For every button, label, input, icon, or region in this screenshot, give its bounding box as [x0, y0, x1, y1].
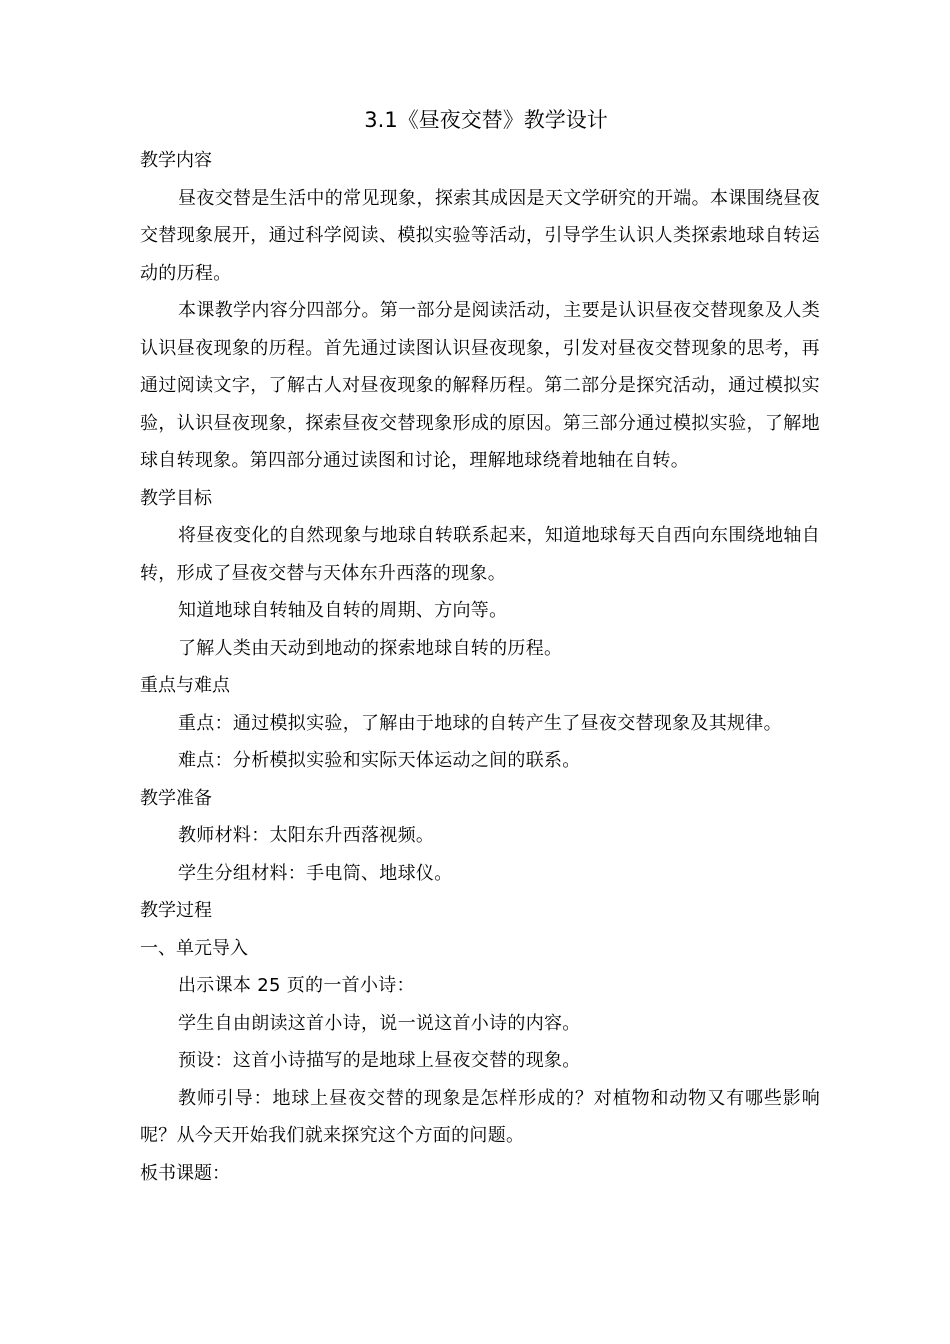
paragraph: 学生分组材料：手电筒、地球仪。: [178, 862, 453, 884]
section-heading-content: 教学内容: [140, 150, 212, 171]
paragraph: 学生自由朗读这首小诗，说一说这首小诗的内容。: [178, 1012, 581, 1034]
subsection-heading-intro: 一、单元导入: [140, 937, 248, 959]
paragraph: 将昼夜变化的自然现象与地球自转联系起来，知道地球每天自西向东围绕地轴自转，形成了昼夜交替与天体东升西落的现象。: [140, 525, 820, 584]
paragraph: 重点：通过模拟实验，了解由于地球的自转产生了昼夜交替现象及其规律。: [178, 712, 782, 734]
paragraph: 昼夜交替是生活中的常见现象，探索其成因是天文学研究的开端。本课围绕昼夜交替现象展开，通过科学阅读、模拟实验等活动，引导学生认识人类探索地球自转运动的历程。: [140, 187, 820, 284]
paragraph: 教师引导：地球上昼夜交替的现象是怎样形成的？对植物和动物又有哪些影响呢？从今天开始我们就来探究这个方面的问题。: [140, 1087, 820, 1146]
section-heading-process: 教学过程: [140, 900, 212, 921]
paragraph: 预设：这首小诗描写的是地球上昼夜交替的现象。: [178, 1050, 581, 1071]
board-title-label: 板书课题：: [140, 1162, 230, 1184]
document-title: 3.1《昼夜交替》教学设计: [364, 108, 608, 132]
paragraph: 教师材料：太阳东升西落视频。: [178, 825, 435, 846]
paragraph: 了解人类由天动到地动的探索地球自转的历程。: [178, 637, 563, 659]
section-heading-goals: 教学目标: [140, 487, 212, 509]
paragraph: 难点：分析模拟实验和实际天体运动之间的联系。: [178, 750, 581, 771]
section-heading-prep: 教学准备: [140, 787, 212, 809]
paragraph: 本课教学内容分四部分。第一部分是阅读活动，主要是认识昼夜交替现象及人类认识昼夜现象的历程。首先通过读图认识昼夜现象，引发对昼夜交替现象的思考，再通过阅读文字，了解古人对昼夜现象的解释历程。第二部分是探究活动，通过模拟实验，认识昼夜现象，探索昼夜交替现象形成的原因。第三部分通过模拟实验，了解地球自转现象。第四部分通过读图和讨论，理解地球绕着地轴在自转。: [140, 300, 820, 471]
section-heading-keypoints: 重点与难点: [140, 675, 230, 696]
document-page: [140, 100, 820, 1192]
paragraph: 知道地球自转轴及自转的周期、方向等。: [178, 600, 508, 621]
paragraph: 出示课本 25 页的一首小诗：: [178, 975, 415, 996]
